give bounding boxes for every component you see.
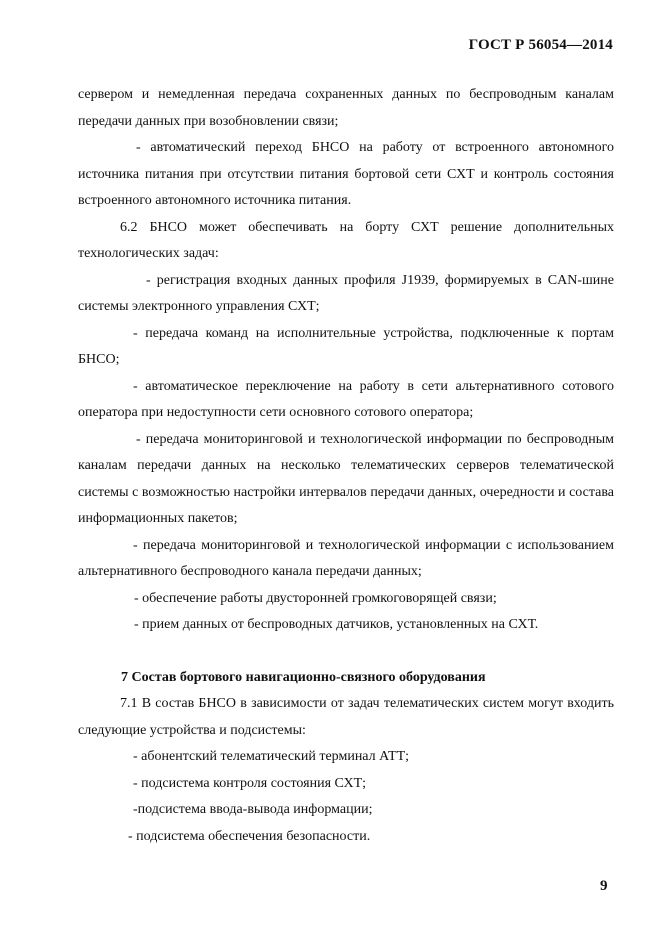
list-item-j1939: - регистрация входных данных профиля J1939, формируемых в CAN-шине системы электронного управления СХТ; [78, 272, 614, 314]
list-item-state-control: - подсистема контроля состояния СХТ; [133, 775, 367, 791]
list-item-wireless-sensors: - прием данных от беспроводных датчиков, установленных на СХТ. [134, 617, 539, 632]
list-item-att: - абонентский телематический терминал АТТ; [133, 749, 410, 764]
list-item-alt-channel: - передача мониторинговой и технологической информации с использованием альтернативного беспроводного канала передачи данных; [78, 537, 614, 579]
list-item-io: -подсистема ввода-вывода информации; [133, 802, 373, 817]
list-item-speakerphone: - обеспечение работы двусторонней громкоговорящей связи; [134, 590, 497, 606]
paragraph-continuation: сервером и немедленная передача сохраненных данных по беспроводным каналам передачи данных при возобновлении связи; [78, 87, 614, 129]
paragraph-6-2: 6.2 БНСО может обеспечивать на борту СХТ решение дополнительных технологических задач: [78, 219, 614, 261]
list-item-multi-server: - передача мониторинговой и технологической информации по беспроводным каналам передачи данных на несколько телематических серверов телематической системы с возможностью настройки интервалов передачи данных, очередности и состава информационных пакетов; [78, 431, 614, 526]
section-title-7: 7 Состав бортового навигационно-связного оборудования [121, 669, 486, 685]
page-number: 9 [600, 878, 608, 894]
paragraph-7-1: 7.1 В состав БНСО в зависимости от задач телематических систем могут входить следующие устройства и подсистемы: [78, 696, 614, 738]
list-item-power-switch: - автоматический переход БНСО на работу от встроенного автономного источника питания при отсутствии питания бортовой сети СХТ и контроль состояния встроенного автономного источника питания. [78, 140, 614, 208]
list-item-operator-switch: - автоматическое переключение на работу в сети альтернативного сотового оператора при недоступности сети основного сотового оператора; [78, 378, 614, 420]
list-item-commands: - передача команд на исполнительные устройства, подключенные к портам БНСО; [78, 325, 614, 367]
standard-header: ГОСТ Р 56054—2014 [468, 37, 613, 53]
document-body [78, 82, 614, 850]
list-item-security: - подсистема обеспечения безопасности. [128, 828, 371, 844]
